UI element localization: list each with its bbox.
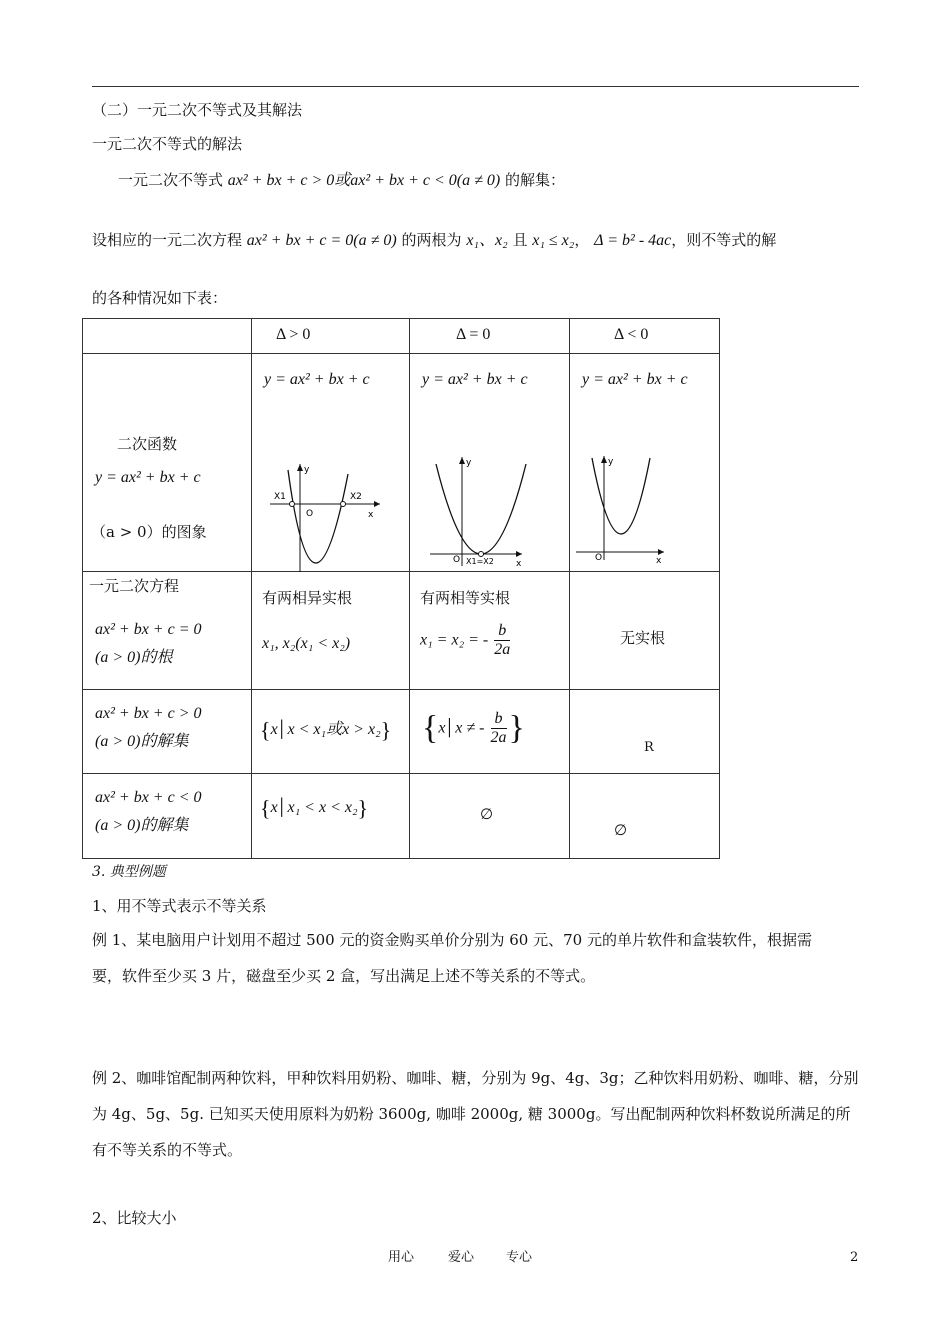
table-header-row: [83, 319, 720, 354]
origin-label: O: [306, 509, 314, 519]
parabola-two-roots-graph: [252, 354, 409, 572]
y-label: y: [304, 465, 310, 475]
footer-motto-1: 用心: [388, 1250, 415, 1265]
setup-formula: ax² + bx + c = 0(a ≠ 0): [246, 232, 397, 249]
roots-cell-none: 无实根: [570, 572, 720, 690]
page-number: 2: [850, 1250, 859, 1265]
greater-label-cell: ax² + bx + c > 0 (a > 0)的解集: [83, 690, 252, 774]
origin-label: O: [453, 555, 461, 565]
table-row-graph: [83, 354, 720, 572]
x-label: x: [368, 510, 374, 520]
less-label-cell: ax² + bx + c < 0 (a > 0)的解集: [83, 774, 252, 859]
less-cell-two: {x│x₁ < x < x₂}: [252, 774, 410, 859]
x12-label: X1=X2: [466, 557, 494, 566]
graph-label-cell: 二次函数 y = ax² + bx + c （a > 0）的图象: [83, 354, 252, 572]
parabola-curve: [288, 470, 348, 563]
parabola-curve: [436, 464, 526, 554]
greater-cell-none: R: [570, 690, 720, 774]
example1-line1: 例 1、某电脑用户计划用不超过 500 元的资金购买单价分别为 60 元、70 元的单片软件和盒装软件，根据需: [92, 931, 812, 949]
example1-line2: 要，软件至少买 3 片，磁盘至少买 2 盒，写出满足上述不等关系的不等式。: [92, 967, 596, 985]
x-label: x: [516, 559, 522, 569]
less-cell-none: [570, 774, 720, 859]
y-axis-arrow: [459, 457, 465, 464]
setup-line2: 的各种情况如下表：: [92, 289, 228, 307]
intro-prefix: 一元二次不等式: [118, 171, 224, 189]
origin-label: O: [595, 553, 603, 563]
greater-cell-two: {x│x < x₁或x > x₂}: [252, 690, 410, 774]
roots-cell-two: 有两相异实根 x₁, x₂(x₁ < x₂): [252, 572, 410, 690]
x-axis-arrow: [374, 501, 380, 507]
intro-suffix: 的解集：: [505, 171, 566, 189]
x-axis-arrow: [516, 551, 522, 557]
section-subtitle: 一元二次不等式的解法: [92, 135, 243, 153]
intro-line: [118, 170, 565, 191]
roots-label-cell: 一元二次方程 ax² + bx + c = 0 (a > 0)的根: [83, 572, 252, 690]
graph-cell-two-roots: y = ax² + bx + c y x O X1 X2: [252, 354, 410, 572]
fraction-b-over-2a: $\frac{b}{2a}$: [490, 710, 507, 746]
root-x1-point: [290, 502, 295, 507]
double-root-point: [479, 552, 484, 557]
header-rule: [92, 86, 859, 87]
header-cell-delta-positive: Δ > 0: [252, 319, 410, 354]
examples-sub1: 1、用不等式表示不等关系: [92, 897, 267, 915]
y-axis-arrow: [297, 464, 303, 471]
parabola-no-root-graph: [570, 354, 719, 572]
y-label: y: [608, 457, 614, 467]
greater-cell-one: {x│x ≠ - $\frac{b}{2a}$ }: [410, 690, 570, 774]
setup-suffix: ，则不等式的解: [671, 231, 777, 249]
empty-set-symbol: ∅: [480, 805, 494, 823]
footer-motto-3: 专心: [506, 1250, 533, 1265]
table-row-less: [83, 774, 720, 859]
x-label: x: [656, 556, 662, 566]
parabola-one-root-graph: [410, 354, 569, 572]
y-axis-arrow: [601, 456, 607, 463]
example2-line2: 为 4g、5g、5g. 已知买天使用原料为奶粉 3600g, 咖啡 2000g, 糖 3000g。写出配制两种饮料杯数说所满足的所: [92, 1105, 851, 1123]
setup-line: [92, 230, 776, 251]
setup-mid: 的两根为: [401, 231, 462, 249]
setup-order: x₁ ≤ x₂: [532, 232, 575, 249]
header-cell-delta-negative: Δ < 0: [570, 319, 720, 354]
parabola-curve: [592, 458, 650, 534]
header-cell-delta-zero: Δ = 0: [410, 319, 570, 354]
roots-cell-one: 有两相等实根 x₁ = x₂ = - $\frac{b}{2a}$: [410, 572, 570, 690]
graph-cell-no-root: y = ax² + bx + c y x O: [570, 354, 720, 572]
root-x2-point: [341, 502, 346, 507]
section-title: （二）一元二次不等式及其解法: [92, 101, 303, 119]
solution-table: [82, 318, 720, 859]
x-axis-arrow: [658, 549, 664, 555]
fraction-b-over-2a: $\frac{b}{2a}$: [494, 622, 511, 658]
y-label: y: [466, 458, 472, 468]
x2-label: X2: [350, 492, 362, 502]
example2-line3: 有不等关系的不等式。: [92, 1141, 243, 1159]
setup-and: 且: [512, 231, 528, 249]
intro-formula: ax² + bx + c > 0或ax² + bx + c < 0(a ≠ 0): [227, 172, 501, 189]
empty-set-symbol: ∅: [614, 821, 628, 839]
examples-sub2: 2、比较大小: [92, 1209, 177, 1227]
examples-heading: 3. 典型例题: [92, 864, 166, 880]
footer-motto-2: 爱心: [448, 1250, 475, 1265]
table-row-roots: [83, 572, 720, 690]
example2-line1: 例 2、咖啡馆配制两种饮料，甲种饮料用奶粉、咖啡、糖，分别为 9g、4g、3g；乙种饮料用奶粉、咖啡、糖，分别: [92, 1069, 859, 1087]
x1-label: X1: [274, 492, 286, 502]
table-row-greater: [83, 690, 720, 774]
delta-definition: Δ = b² - 4ac: [594, 232, 672, 249]
setup-comma: ，: [574, 231, 590, 249]
less-cell-one: [410, 774, 570, 859]
header-cell-empty: [83, 319, 252, 354]
setup-roots: x₁、x₂: [466, 232, 508, 249]
graph-cell-one-root: y = ax² + bx + c y x O X1=X2: [410, 354, 570, 572]
setup-prefix: 设相应的一元二次方程: [92, 231, 243, 249]
